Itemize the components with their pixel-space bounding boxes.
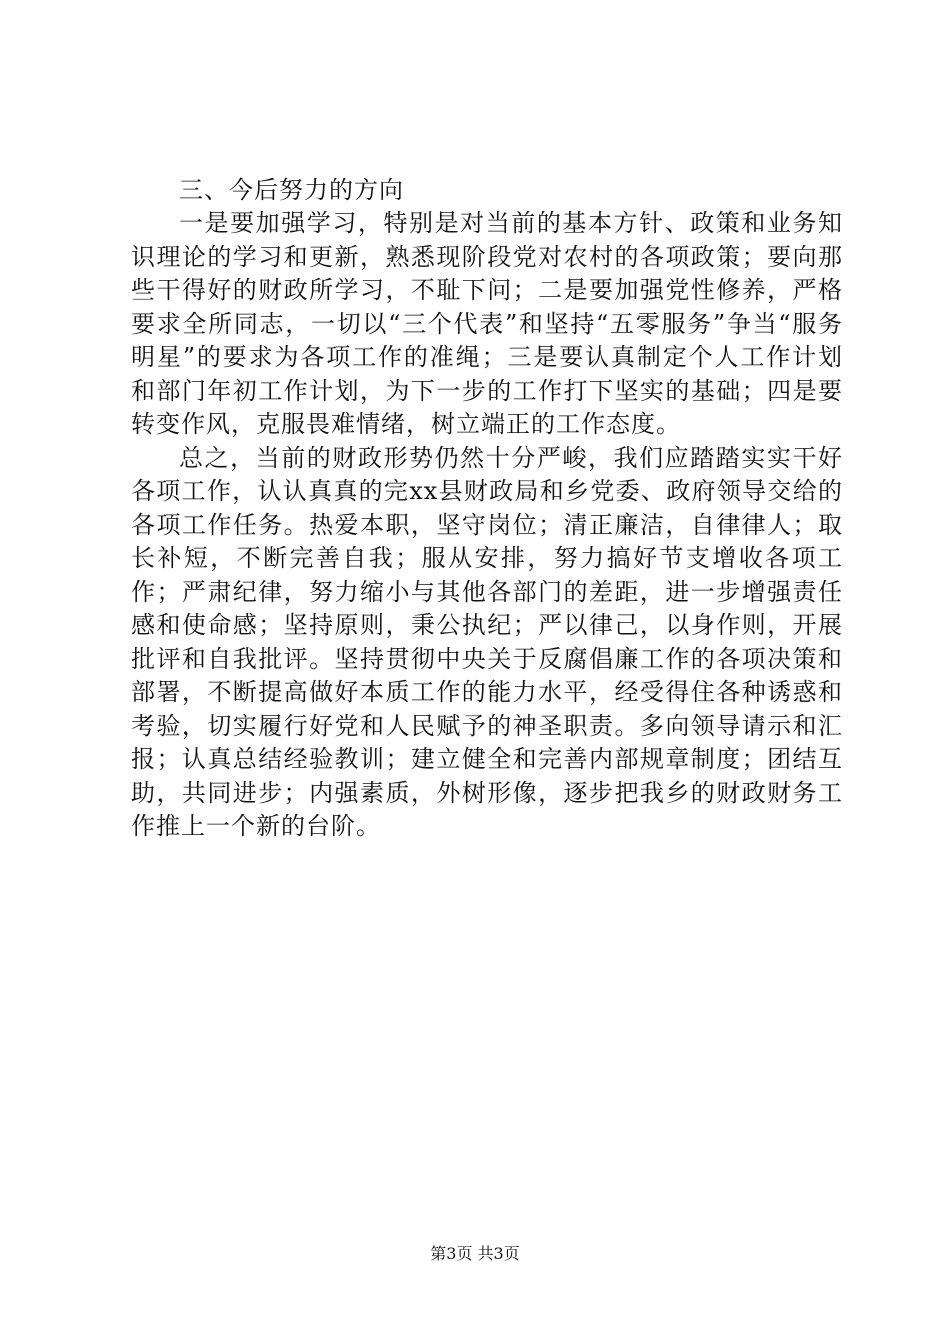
document-body xyxy=(131,173,843,844)
paragraph-conclusion: 总之，当前的财政形势仍然十分严峻，我们应踏踏实实干好各项工作，认认真真的完xx县财政局和乡党委、政府领导交给的各项工作任务。热爱本职，坚守岗位；清正廉洁，自律律人；取长补短，不断完善自我；服从安排，努力搞好节支增收各项工作；严肃纪律，努力缩小与其他各部门的差距，进一步增强责任感和使命感；坚持原则，秉公执纪；严以律己，以身作则，开展批评和自我批评。坚持贯彻中央关于反腐倡廉工作的各项决策和部署，不断提高做好本质工作的能力水平，经受得住各种诱惑和考验，切实履行好党和人民赋予的神圣职责。多向领导请示和汇报；认真总结经验教训；建立健全和完善内部规章制度；团结互助，共同进步；内强素质，外树形像，逐步把我乡的财政财务工作推上一个新的台阶。 xyxy=(131,443,843,840)
page-number-footer: 第3页 共3页 xyxy=(430,1244,520,1263)
section-heading: 三、今后努力的方向 xyxy=(179,176,404,204)
paragraph-directions: 一是要加强学习，特别是对当前的基本方针、政策和业务知识理论的学习和更新，熟悉现阶段党对农村的各项政策；要向那些干得好的财政所学习，不耻下问；二是要加强党性修养，严格要求全所同志，一切以“三个代表”和坚持“五零服务”争当“服务明星”的要求为各项工作的准绳；三是要认真制定个人工作计划和部门年初工作计划，为下一步的工作打下坚实的基础；四是要转变作风，克服畏难情绪，树立端正的工作态度。 xyxy=(131,209,843,438)
